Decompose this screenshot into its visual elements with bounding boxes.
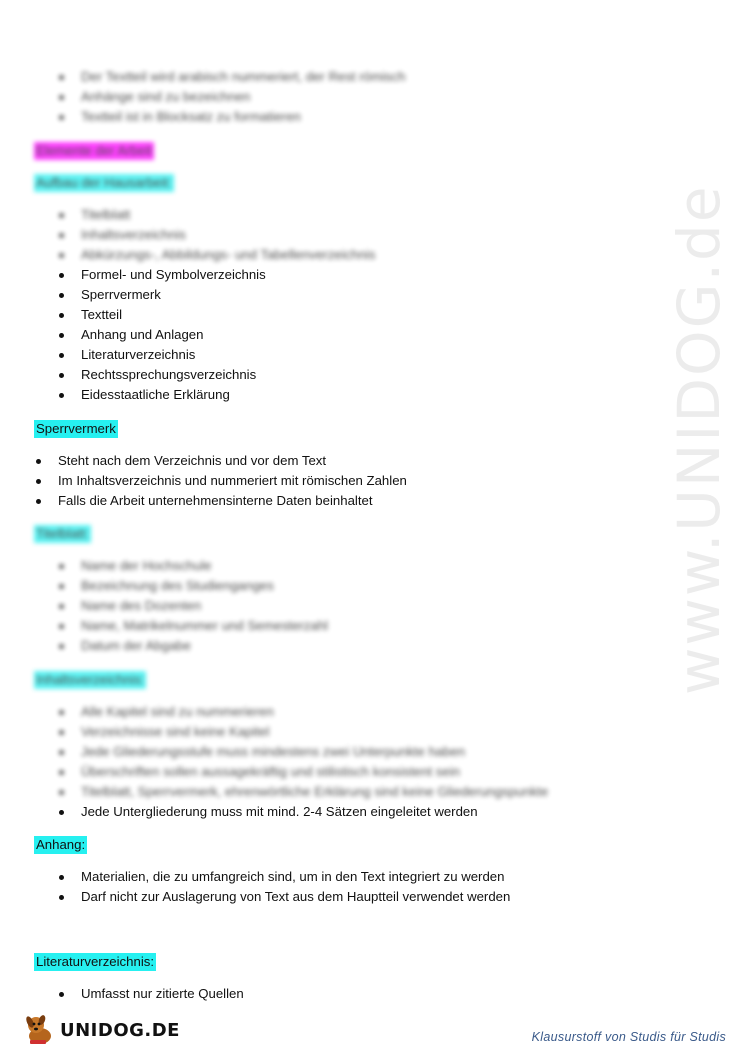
anhang-heading: Anhang:	[36, 837, 86, 852]
list-item-text: Sperrvermerk	[81, 287, 161, 302]
list-item-text: Falls die Arbeit unternehmensinterne Daten beinhaltet	[58, 493, 373, 508]
list-item	[59, 285, 749, 305]
list-item-text: Name des Dozenten	[81, 598, 202, 613]
section-title: Elemente der Arbeit	[36, 143, 152, 158]
list-item-text: Jede Gliederungsstufe muss mindestens zwei Unterpunkte haben	[81, 744, 466, 759]
list-item-text: Name, Matrikelnummer und Semesterzahl	[81, 618, 328, 633]
bullet-icon	[59, 644, 64, 649]
bullet-icon	[59, 750, 64, 755]
bullet-icon	[36, 459, 41, 464]
list-item	[59, 225, 749, 245]
list-item-text: Textteil ist in Blocksatz zu formatieren	[81, 109, 301, 124]
list-item	[59, 245, 749, 265]
list-item-text: Überschriften sollen aussagekräftig und stilistisch konsistent sein	[81, 764, 460, 779]
bullet-icon	[59, 95, 64, 100]
list-item	[59, 325, 749, 345]
list-item-text: Verzeichnisse sind keine Kapitel	[81, 724, 270, 739]
bullet-icon	[59, 213, 64, 218]
list-item-text: Steht nach dem Verzeichnis und vor dem Text	[58, 453, 327, 468]
bullet-icon	[59, 624, 64, 629]
bullet-icon	[59, 75, 64, 80]
list-item	[59, 887, 749, 907]
list-item-text: Inhaltsverzeichnis	[81, 227, 186, 242]
list-item-text: Textteil	[81, 307, 123, 322]
list-item	[59, 385, 749, 405]
list-item-text: Formel- und Symbolverzeichnis	[81, 267, 266, 282]
list-item-text: Name der Hochschule	[81, 558, 212, 573]
list-item	[59, 984, 749, 1004]
footer-tagline: Klausurstoff von Studis für Studis	[531, 1030, 726, 1044]
bullet-icon	[59, 293, 64, 298]
bullet-icon	[59, 393, 64, 398]
list-item-text: Im Inhaltsverzeichnis und nummeriert mit römischen Zahlen	[58, 473, 407, 488]
sperrvermerk-heading: Sperrvermerk	[36, 421, 116, 436]
list-item	[59, 205, 749, 225]
bullet-icon	[59, 895, 64, 900]
bullet-icon	[59, 992, 64, 997]
list-item-text: Literaturverzeichnis	[81, 347, 196, 362]
aufbau-heading: Aufbau der Hausarbeit:	[36, 175, 172, 190]
list-item	[36, 471, 726, 491]
aufbau-list	[59, 205, 749, 405]
list-item	[59, 702, 749, 722]
list-item	[59, 722, 749, 742]
list-item	[36, 451, 726, 471]
list-item-text: Titelblatt, Sperrvermerk, ehrenwörtliche Erklärung sind keine Gliederungspunkte	[81, 784, 549, 799]
bullet-icon	[36, 479, 41, 484]
list-item	[59, 365, 749, 385]
list-item	[59, 867, 749, 887]
list-item-text: Rechtssprechungsverzeichnis	[81, 367, 257, 382]
list-item-text: Anhänge sind zu bezeichnen	[81, 89, 251, 104]
bullet-icon	[59, 273, 64, 278]
list-item	[59, 305, 749, 325]
list-item-text: Umfasst nur zitierte Quellen	[81, 986, 244, 1001]
list-item-text: Eidesstaatliche Erklärung	[81, 387, 230, 402]
list-item	[59, 596, 749, 616]
dog-mascot-icon	[22, 1012, 58, 1048]
intro-list	[59, 67, 749, 127]
list-item	[59, 782, 749, 802]
bullet-icon	[59, 875, 64, 880]
bullet-icon	[59, 115, 64, 120]
bullet-icon	[59, 604, 64, 609]
literatur-heading: Literaturverzeichnis:	[36, 954, 155, 969]
list-item	[59, 67, 749, 87]
list-item	[59, 556, 749, 576]
literatur-list	[59, 984, 749, 1004]
bullet-icon	[59, 333, 64, 338]
list-item-text: Bezeichnung des Studienganges	[81, 578, 274, 593]
bullet-icon	[59, 373, 64, 378]
list-item-text: Darf nicht zur Auslagerung von Text aus dem Hauptteil verwendet werden	[81, 889, 511, 904]
bullet-icon	[59, 810, 64, 815]
list-item	[59, 802, 749, 822]
list-item-text: Materialien, die zu umfangreich sind, um in den Text integriert zu werden	[81, 869, 505, 884]
list-item	[59, 762, 749, 782]
titelblatt-list	[59, 556, 749, 656]
bullet-icon	[59, 564, 64, 569]
bullet-icon	[59, 770, 64, 775]
list-item	[59, 265, 749, 285]
unidog-logo[interactable]	[22, 1012, 180, 1048]
list-item	[59, 87, 749, 107]
bullet-icon	[59, 353, 64, 358]
sperrvermerk-list	[36, 451, 726, 511]
bullet-icon	[59, 710, 64, 715]
bullet-icon	[59, 253, 64, 258]
list-item-text: Alle Kapitel sind zu nummerieren	[81, 704, 274, 719]
titelblatt-heading: Titelblatt:	[36, 526, 90, 541]
anhang-list	[59, 867, 749, 907]
list-item-text: Titelblatt	[81, 207, 131, 222]
brand-name: UNIDOG.DE	[60, 1019, 180, 1041]
list-item-text: Anhang und Anlagen	[81, 327, 204, 342]
list-item	[59, 616, 749, 636]
list-item-text: Der Textteil wird arabisch nummeriert, der Rest römisch	[81, 69, 406, 84]
bullet-icon	[59, 730, 64, 735]
bullet-icon	[36, 499, 41, 504]
bullet-icon	[59, 313, 64, 318]
bullet-icon	[59, 584, 64, 589]
watermark: www.UNIDOG.de	[665, 184, 733, 695]
bullet-icon	[59, 233, 64, 238]
bullet-icon	[59, 790, 64, 795]
inhaltsverzeichnis-list	[59, 702, 749, 822]
list-item-text: Abkürzungs-, Abbildungs- und Tabellenverzeichnis	[81, 247, 376, 262]
list-item	[59, 636, 749, 656]
list-item	[59, 576, 749, 596]
list-item	[36, 491, 726, 511]
list-item	[59, 345, 749, 365]
inhaltsverzeichnis-heading: Inhaltsverzeichnis:	[36, 672, 145, 687]
list-item-text: Datum der Abgabe	[81, 638, 191, 653]
list-item	[59, 742, 749, 762]
list-item-text: Jede Untergliederung muss mit mind. 2-4 Sätzen eingeleitet werden	[81, 804, 478, 819]
list-item	[59, 107, 749, 127]
